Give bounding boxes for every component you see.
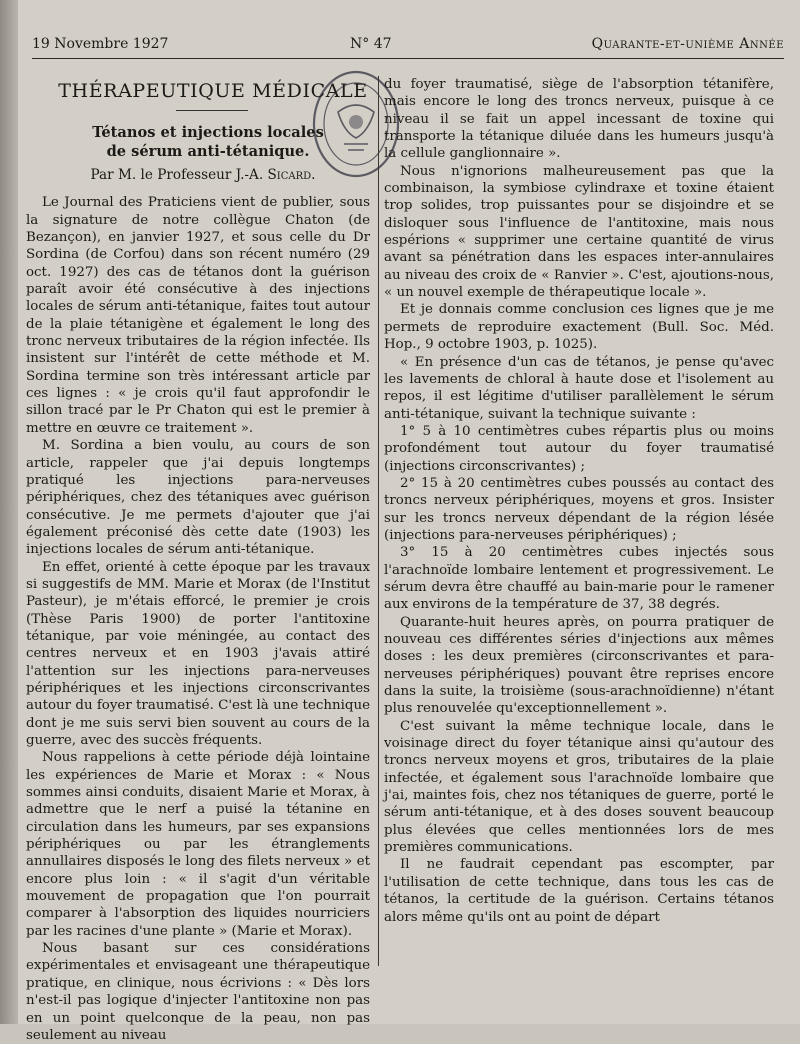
left-paragraph: M. Sordina a bien voulu, au cours de son article, rappeler que j'ai depuis longtemps pratiqué les injections para-nerveuses périphériques, chez des tétaniques avec guérison consécutive. Je me permets d'ajouter que j'ai également préconisé dès cette date (1903) les injections locales de sérum anti-tétanique. xyxy=(26,438,370,558)
right-paragraph: 2° 15 à 20 centimètres cubes poussés au contact des troncs nerveux périphériques, moyens et gros. Insister sur les troncs nerveux dépendant de la région lésée (injections para-nerveuses périphériques) ; xyxy=(384,475,774,543)
right-column xyxy=(384,76,774,926)
title-rule xyxy=(176,110,248,111)
page-header xyxy=(32,36,784,59)
byline-author: Sicard. xyxy=(267,167,316,183)
byline xyxy=(36,167,370,184)
left-paragraph: Le Journal des Praticiens vient de publier, sous la signature de notre collègue Chaton (de Bezançon), en janvier 1927, et sous celle du Dr Sordina (de Corfou) dans son récent numéro (29 oct. 1927) des cas de tétanos dont la guérison paraît avoir été consécutive à des injections locales de sérum anti-tétanique, faites tout autour de la plaie tétanigène et également le long des tronc nerveux tributaires de la région infectée. Ils insistent sur l'intérêt de cette méthode et M. Sordina termine son très intéressant article par ces lignes : « je crois qu'il faut approfondir le sillon tracé par le Pr Chaton qui est le premier à mettre en œuvre ce traitement ». xyxy=(26,195,370,436)
article-title-line1: Tétanos et injections locales xyxy=(92,124,324,141)
article-title xyxy=(46,123,370,161)
book-spine-shadow xyxy=(0,0,18,1024)
right-paragraph: « En présence d'un cas de tétanos, je pense qu'avec les lavements de chloral à haute dose et l'isolement au repos, il est légitime d'utiliser parallèlement le sérum anti-tétanique, suivant la technique suivante : xyxy=(384,354,774,422)
right-paragraph: Il ne faudrait cependant pas escompter, par l'utilisation de cette technique, dans tous les cas de tétanos, la certitude de la guérison. Certains tétanos alors même qu'ils ont au point de départ xyxy=(384,857,774,925)
right-paragraph: Et je donnais comme conclusion ces lignes que je me permets de reproduire exactement (Bull. Soc. Méd. Hop., 9 octobre 1903, p. 1025). xyxy=(384,302,774,353)
left-paragraph: Nous basant sur ces considérations expérimentales et envisageant une thérapeutique pratique, en clinique, nous écrivions : « Dès lors n'est-il pas logique d'injecter l'antitoxine non pas en un point quelconque de la peau, non pas seulement au niveau xyxy=(26,941,370,1043)
right-paragraph: 1° 5 à 10 centimètres cubes répartis plus ou moins profondément tout autour du foyer traumatisé (injections circonscrivantes) ; xyxy=(384,423,774,474)
header-year: Quarante-et-unième Année xyxy=(591,36,784,52)
byline-prefix: Par M. le Professeur J.-A. xyxy=(90,167,268,183)
right-paragraph: Quarante-huit heures après, on pourra pratiquer de nouveau ces différentes séries d'injections aux mêmes doses : les deux premières (circonscrivantes et para-nerveuses périphériques) pouvant être reprises encore dans la suite, la troisième (sous-arachnoïdienne) n'étant plus renouvelée qu'exceptionnellement ». xyxy=(384,614,774,717)
column-divider xyxy=(378,76,379,966)
article-title-line2: de sérum anti-tétanique. xyxy=(106,143,310,160)
document-page xyxy=(18,0,800,1043)
header-issue-number: N° 47 xyxy=(350,36,392,52)
section-title: THÉRAPEUTIQUE MÉDICALE xyxy=(58,80,368,102)
left-column xyxy=(26,76,370,1044)
right-paragraph: C'est suivant la même technique locale, dans le voisinage direct du foyer tétanique ainsi qu'autour des troncs nerveux moyens et gros, tributaires de la plaie infectée, et également sous l'arachnoïde lombaire que j'ai, maintes fois, chez nos tétaniques de guerre, porté le sérum anti-tétanique, et à des doses souvent beaucoup plus élevées que celles mentionnées lors de mes premières communications. xyxy=(384,718,774,856)
left-paragraph: Nous rappelions à cette période déjà lointaine les expériences de Marie et Morax : « Nous sommes ainsi conduits, disaient Marie et Morax, à admettre que le nerf a puisé la tétanine en circulation dans les humeurs, par ses expansions périphériques ou par les étranglements annullaires disposés le long des filets nerveux » et encore plus loin : « il s'agit d'un véritable mouvement de propagation que l'on pourrait comparer à l'absorption des liquides nourriciers par les racines d'une plante » (Marie et Morax). xyxy=(26,750,370,939)
left-paragraph: En effet, orienté à cette époque par les travaux si suggestifs de MM. Marie et Morax (de l'Institut Pasteur), je m'étais efforcé, le premier je crois (Thèse Paris 1900) de porter l'antitoxine tétanique, par voie méningée, au contact des centres nerveux et en 1903 j'avais attiré l'attention sur les injections para-nerveuses périphériques et les injections circonscrivantes autour du foyer traumatisé. C'est là une technique dont je me suis servi bien souvent au cours de la guerre, avec des succès fréquents. xyxy=(26,559,370,748)
header-date: 19 Novembre 1927 xyxy=(32,36,169,52)
right-paragraph: 3° 15 à 20 centimètres cubes injectés sous l'arachnoïde lombaire lentement et progressivement. Le sérum devra être chauffé au bain-marie pour le ramener aux environs de la température de 37, 38 degrés. xyxy=(384,545,774,613)
right-paragraph: Nous n'ignorions malheureusement pas que la combinaison, la symbiose cylindraxe et toxine étaient trop solides, trop puissantes pour se disjoindre et se disloquer sous l'influence de l'antitoxine, mais nous espérions « supprimer une certaine quantité de virus avant sa pénétration dans les espaces inter-annulaires au niveau des croix de « Ranvier ». C'est, ajoutions-nous, « un nouvel exemple de thérapeutique locale ». xyxy=(384,163,774,301)
right-paragraph: du foyer traumatisé, siège de l'absorption tétanifère, mais encore le long des troncs nerveux, puisque à ce niveau il se fait un appel incessant de toxine qui transporte la tétanique diluée dans les humeurs jusqu'à la cellule ganglionnaire ». xyxy=(384,77,774,162)
